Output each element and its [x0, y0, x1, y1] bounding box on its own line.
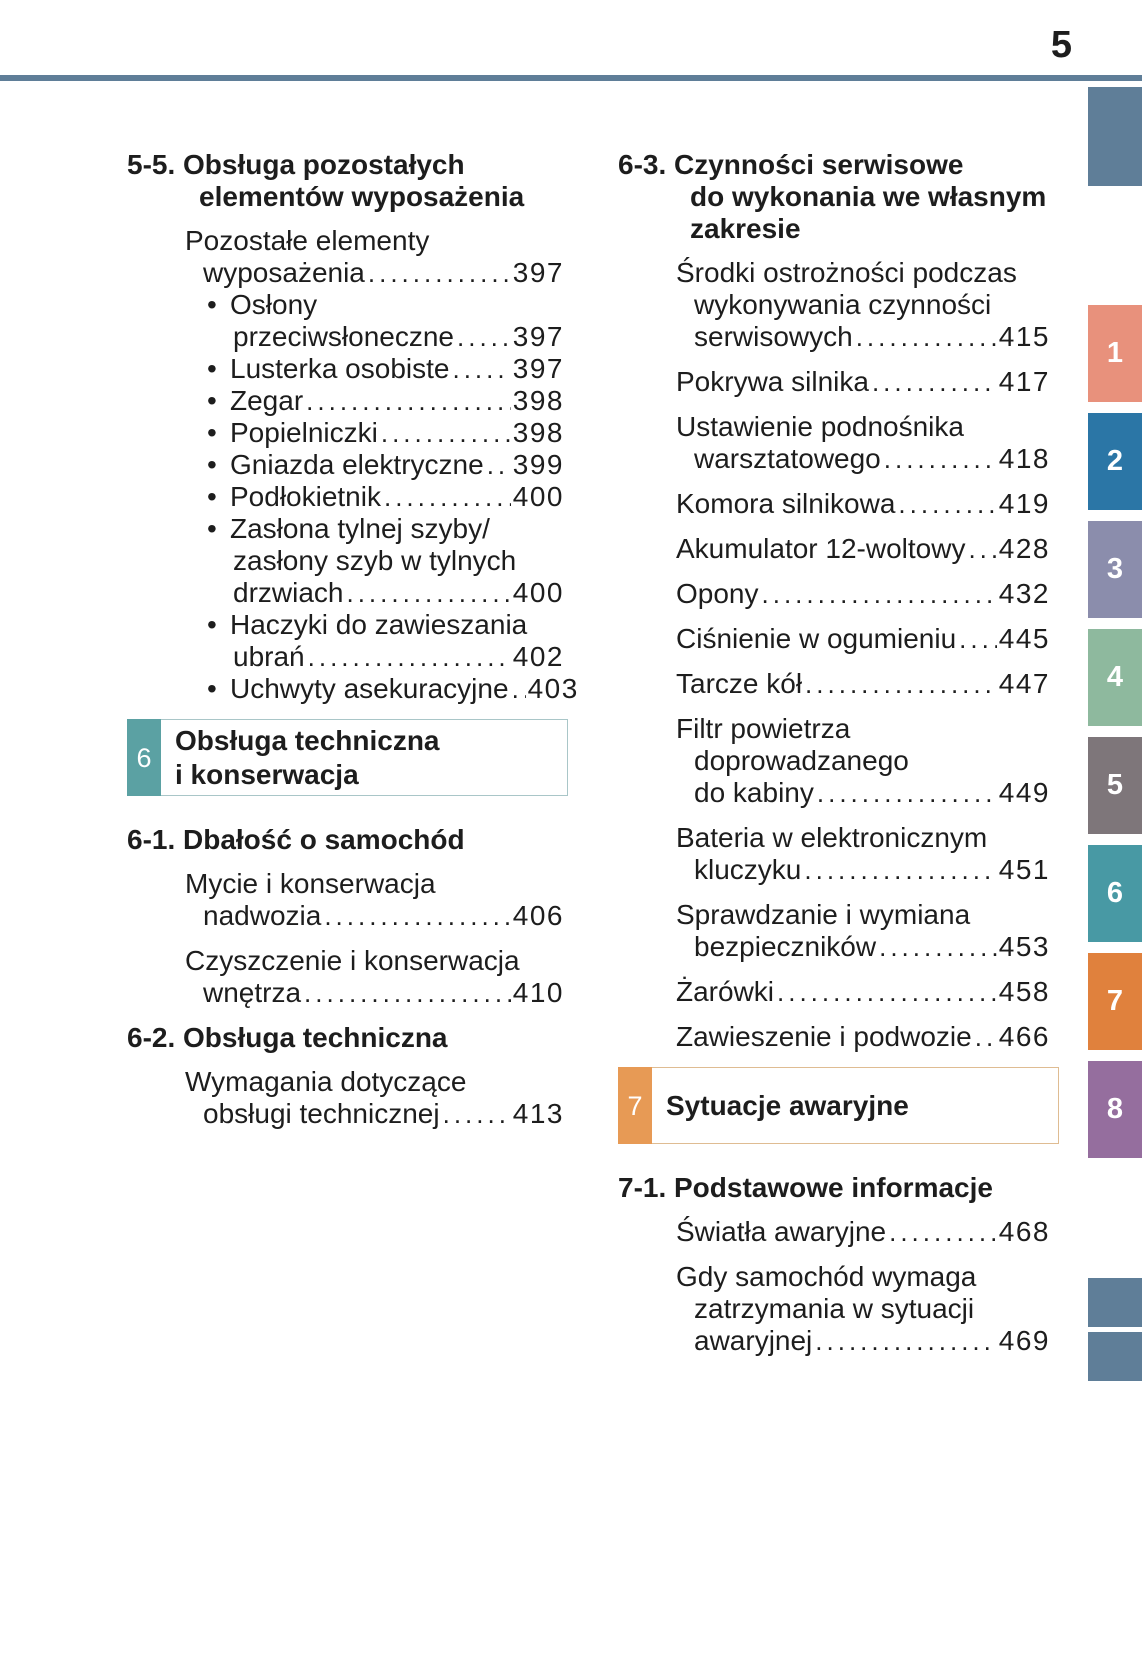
entry-text: Ciśnienie w ogumieniu: [676, 623, 957, 654]
leader-dots: [487, 449, 511, 481]
toc-entry: [127, 225, 564, 289]
entry-text: kluczyku: [694, 854, 802, 885]
toc-entry: [127, 945, 564, 1009]
leader-dots: [898, 488, 996, 520]
toc-column-right: [618, 149, 1050, 1370]
leader-dots: [324, 900, 510, 932]
side-tab-number: 2: [1106, 445, 1124, 477]
entry-text: • Popielniczki: [230, 417, 378, 448]
entry-text: Komora silnikowa: [676, 488, 896, 519]
side-tab-blank: [1088, 1278, 1142, 1327]
toc-entry-line: [676, 931, 1050, 963]
toc-entry-line: [676, 1021, 1050, 1053]
entry-page-number: 458: [998, 976, 1050, 1007]
entry-text: Tarcze kół: [676, 668, 803, 699]
side-tab-7: [1088, 953, 1142, 1050]
entry-page-number: 397: [512, 353, 564, 384]
side-tab-3: [1088, 521, 1142, 618]
toc-entry-line: [185, 977, 564, 1009]
toc-entry-line: [676, 578, 1050, 610]
leader-dots: [384, 481, 511, 513]
entry-page-number: 428: [998, 533, 1050, 564]
leader-dots: [457, 321, 511, 353]
entry-text: przeciwsłoneczne: [233, 321, 454, 352]
section-title-line: Obsługa techniczna: [183, 1022, 448, 1053]
toc-column-left: [127, 149, 579, 1143]
entry-text: • Uchwyty asekuracyjne: [230, 673, 509, 704]
toc-entry: [618, 1216, 1050, 1248]
side-tab-5: [1088, 737, 1142, 834]
entry-page-number: 398: [512, 417, 564, 448]
entry-page-number: 410: [512, 977, 564, 1008]
toc-entry-line: zasłony szyb w tylnych: [233, 545, 517, 576]
leader-dots: [381, 417, 511, 449]
entry-text: • Zegar: [230, 385, 304, 416]
toc-entry-line: • Osłony: [230, 289, 318, 320]
entry-page-number: 418: [998, 443, 1050, 474]
toc-entry: [618, 899, 1050, 963]
toc-entry-bulleted: [127, 609, 564, 673]
entry-page-number: 403: [527, 673, 579, 704]
leader-dots: [368, 257, 511, 289]
toc-entry-line: • Zasłona tylnej szyby/: [230, 513, 490, 544]
toc-entry-line: [230, 481, 564, 513]
entry-text: ubrań: [233, 641, 305, 672]
toc-entry-line: [230, 353, 564, 385]
toc-entry-bulleted: [127, 481, 564, 513]
leader-dots: [304, 977, 511, 1009]
toc-entry-line: zatrzymania w sytuacji: [694, 1293, 975, 1324]
section-title-line: Obsługa pozostałych: [183, 149, 465, 180]
toc-entry-line: [230, 577, 564, 609]
entry-page-number: 445: [998, 623, 1050, 654]
entry-page-number: 398: [512, 385, 564, 416]
toc-entry-line: • Haczyki do zawieszania: [230, 609, 528, 640]
entry-text: awaryjnej: [694, 1325, 813, 1356]
chapter-banner: [127, 719, 568, 796]
side-tab-1: [1088, 305, 1142, 402]
toc-entry-line: [676, 366, 1050, 398]
entry-page-number: 447: [998, 668, 1050, 699]
side-tab-number: 7: [1106, 985, 1124, 1017]
entry-page-number: 402: [512, 641, 564, 672]
toc-entry: [618, 1261, 1050, 1357]
toc-entry: [618, 713, 1050, 809]
chapter-banner: [618, 1067, 1059, 1144]
leader-dots: [512, 673, 526, 705]
toc-entry: [618, 976, 1050, 1008]
entry-text: nadwozia: [203, 900, 322, 931]
leader-dots: [815, 1325, 997, 1357]
entry-page-number: 417: [998, 366, 1050, 397]
toc-entry-line: Gdy samochód wymaga: [676, 1261, 977, 1292]
side-tab-number: 4: [1106, 661, 1124, 693]
toc-entry-bulleted: [127, 417, 564, 449]
toc-section-heading: [618, 1172, 1050, 1204]
leader-dots: [804, 854, 996, 886]
entry-page-number: 468: [998, 1216, 1050, 1247]
toc-entry-line: [676, 1216, 1050, 1248]
section-title: [674, 149, 1050, 245]
leader-dots: [452, 353, 510, 385]
toc-entry: [618, 578, 1050, 610]
entry-page-number: 400: [512, 481, 564, 512]
toc-entry-line: [185, 900, 564, 932]
section-title-line: Podstawowe informacje: [674, 1172, 993, 1203]
entry-page-number: 397: [512, 321, 564, 352]
leader-dots: [889, 1216, 997, 1248]
chapter-title-line: Obsługa techniczna: [175, 724, 440, 756]
entry-text: Pokrywa silnika: [676, 366, 869, 397]
section-title-line: do wykonania we własnym: [690, 181, 1047, 212]
toc-entry-bulleted: [127, 449, 564, 481]
entry-page-number: 397: [512, 257, 564, 288]
section-label: 6-3.: [618, 149, 667, 180]
toc-entry: [127, 1066, 564, 1130]
toc-section-heading: [127, 1022, 564, 1054]
toc-section-heading: [127, 824, 564, 856]
toc-entry: [618, 366, 1050, 398]
toc-entry-line: [230, 449, 564, 481]
toc-entry-line: Mycie i konserwacja: [185, 868, 436, 899]
entry-page-number: 449: [998, 777, 1050, 808]
toc-entry-line: [230, 321, 564, 353]
toc-entry-line: [230, 385, 564, 417]
toc-entry-line: [230, 673, 579, 705]
toc-entry-line: doprowadzanego: [694, 745, 909, 776]
toc-entry: [618, 1021, 1050, 1053]
leader-dots: [959, 623, 997, 655]
entry-text: Światła awaryjne: [676, 1216, 887, 1247]
leader-dots: [762, 578, 997, 610]
toc-entry: [618, 257, 1050, 353]
entry-page-number: 432: [998, 578, 1050, 609]
toc-entry-line: [185, 257, 564, 289]
leader-dots: [884, 443, 997, 475]
entry-text: bezpieczników: [694, 931, 877, 962]
side-tab-4: [1088, 629, 1142, 726]
section-label: 7-1.: [618, 1172, 667, 1203]
chapter-title-line: i konserwacja: [175, 758, 359, 790]
entry-page-number: 399: [512, 449, 564, 480]
chapter-number: 6: [127, 719, 161, 796]
entry-page-number: 469: [998, 1325, 1050, 1356]
entry-text: drzwiach: [233, 577, 344, 608]
entry-text: do kabiny: [694, 777, 814, 808]
toc-entry: [618, 411, 1050, 475]
toc-entry-line: [676, 668, 1050, 700]
leader-dots: [817, 777, 997, 809]
section-title: [183, 149, 564, 213]
leader-dots: [308, 641, 511, 673]
toc-entry-line: [676, 488, 1050, 520]
entry-text: wnętrza: [203, 977, 302, 1008]
chapter-title: [160, 720, 440, 795]
toc-entry: [618, 488, 1050, 520]
toc-section-heading: [618, 149, 1050, 245]
side-tab-number: 5: [1106, 769, 1124, 801]
leader-dots: [975, 1021, 997, 1053]
entry-text: warsztatowego: [694, 443, 881, 474]
toc-entry-line: Filtr powietrza: [676, 713, 851, 744]
section-title-line: Dbałość o samochód: [183, 824, 465, 855]
entry-text: Żarówki: [676, 976, 775, 1007]
leader-dots: [346, 577, 510, 609]
entry-text: • Lusterka osobiste: [230, 353, 450, 384]
section-label: 6-1.: [127, 824, 176, 855]
entry-page-number: 466: [998, 1021, 1050, 1052]
entry-page-number: 400: [512, 577, 564, 608]
toc-entry-line: [230, 641, 564, 673]
page-number: 5: [1050, 24, 1072, 66]
side-tab-blank: [1088, 87, 1142, 186]
section-title: [674, 1172, 1050, 1204]
section-title: [183, 824, 564, 856]
toc-entry: [618, 822, 1050, 886]
leader-dots: [306, 385, 511, 417]
entry-page-number: 406: [512, 900, 564, 931]
toc-entry-bulleted: [127, 289, 564, 353]
entry-text: Zawieszenie i podwozie: [676, 1021, 972, 1052]
toc-entry-line: Wymagania dotyczące: [185, 1066, 467, 1097]
toc-entry-bulleted: [127, 353, 564, 385]
entry-page-number: 451: [998, 854, 1050, 885]
entry-text: • Gniazda elektryczne: [230, 449, 484, 480]
section-title-line: Czynności serwisowe: [674, 149, 964, 180]
toc-entry-bulleted: [127, 513, 564, 609]
side-tab-8: [1088, 1061, 1142, 1158]
side-tab-number: 1: [1106, 337, 1124, 369]
toc-entry: [127, 868, 564, 932]
side-tab-number: 3: [1106, 553, 1124, 585]
toc-section-heading: [127, 149, 564, 213]
toc-entry-line: [676, 623, 1050, 655]
leader-dots: [872, 366, 997, 398]
toc-entry: [618, 668, 1050, 700]
side-tab-blank: [1088, 1332, 1142, 1381]
entry-text: Akumulator 12-woltowy: [676, 533, 966, 564]
toc-entry-line: Czyszczenie i konserwacja: [185, 945, 520, 976]
toc-entry: [618, 623, 1050, 655]
leader-dots: [443, 1098, 511, 1130]
leader-dots: [879, 931, 997, 963]
leader-dots: [805, 668, 997, 700]
header-rule: [0, 75, 1142, 81]
toc-entry-line: [676, 533, 1050, 565]
entry-page-number: 415: [998, 321, 1050, 352]
toc-entry-line: wykonywania czynności: [694, 289, 992, 320]
section-title-line: elementów wyposażenia: [199, 181, 525, 212]
toc-entry-line: Pozostałe elementy: [185, 225, 430, 256]
toc-entry-line: Ustawienie podnośnika: [676, 411, 964, 442]
toc-entry-line: Sprawdzanie i wymiana: [676, 899, 971, 930]
toc-entry-line: [230, 417, 564, 449]
section-label: 6-2.: [127, 1022, 176, 1053]
toc-entry-bulleted: [127, 673, 579, 705]
toc-entry-line: Bateria w elektronicznym: [676, 822, 988, 853]
entry-text: serwisowych: [694, 321, 853, 352]
entry-page-number: 413: [512, 1098, 564, 1129]
section-title-line: zakresie: [690, 213, 801, 244]
chapter-title-line: Sytuacje awaryjne: [666, 1089, 909, 1121]
entry-text: wyposażenia: [203, 257, 365, 288]
side-tab-number: 8: [1106, 1093, 1124, 1125]
leader-dots: [968, 533, 996, 565]
toc-entry-line: [676, 1325, 1050, 1357]
toc-entry-line: [676, 321, 1050, 353]
toc-entry-line: [676, 976, 1050, 1008]
chapter-title: [651, 1068, 909, 1143]
toc-entry: [618, 533, 1050, 565]
toc-entry-line: [185, 1098, 564, 1130]
toc-entry-line: [676, 777, 1050, 809]
toc-entry-bulleted: [127, 385, 564, 417]
entry-text: • Podłokietnik: [230, 481, 381, 512]
entry-text: Opony: [676, 578, 759, 609]
entry-page-number: 453: [998, 931, 1050, 962]
toc-entry-line: [676, 854, 1050, 886]
side-tab-6: [1088, 845, 1142, 942]
entry-text: obsługi technicznej: [203, 1098, 440, 1129]
side-tab-number: 6: [1106, 877, 1124, 909]
toc-entry-line: Środki ostrożności podczas: [676, 257, 1017, 288]
entry-page-number: 419: [998, 488, 1050, 519]
side-tab-2: [1088, 413, 1142, 510]
leader-dots: [856, 321, 997, 353]
leader-dots: [777, 976, 997, 1008]
section-title: [183, 1022, 564, 1054]
toc-entry-line: [676, 443, 1050, 475]
chapter-number: 7: [618, 1067, 652, 1144]
section-label: 5-5.: [127, 149, 176, 180]
